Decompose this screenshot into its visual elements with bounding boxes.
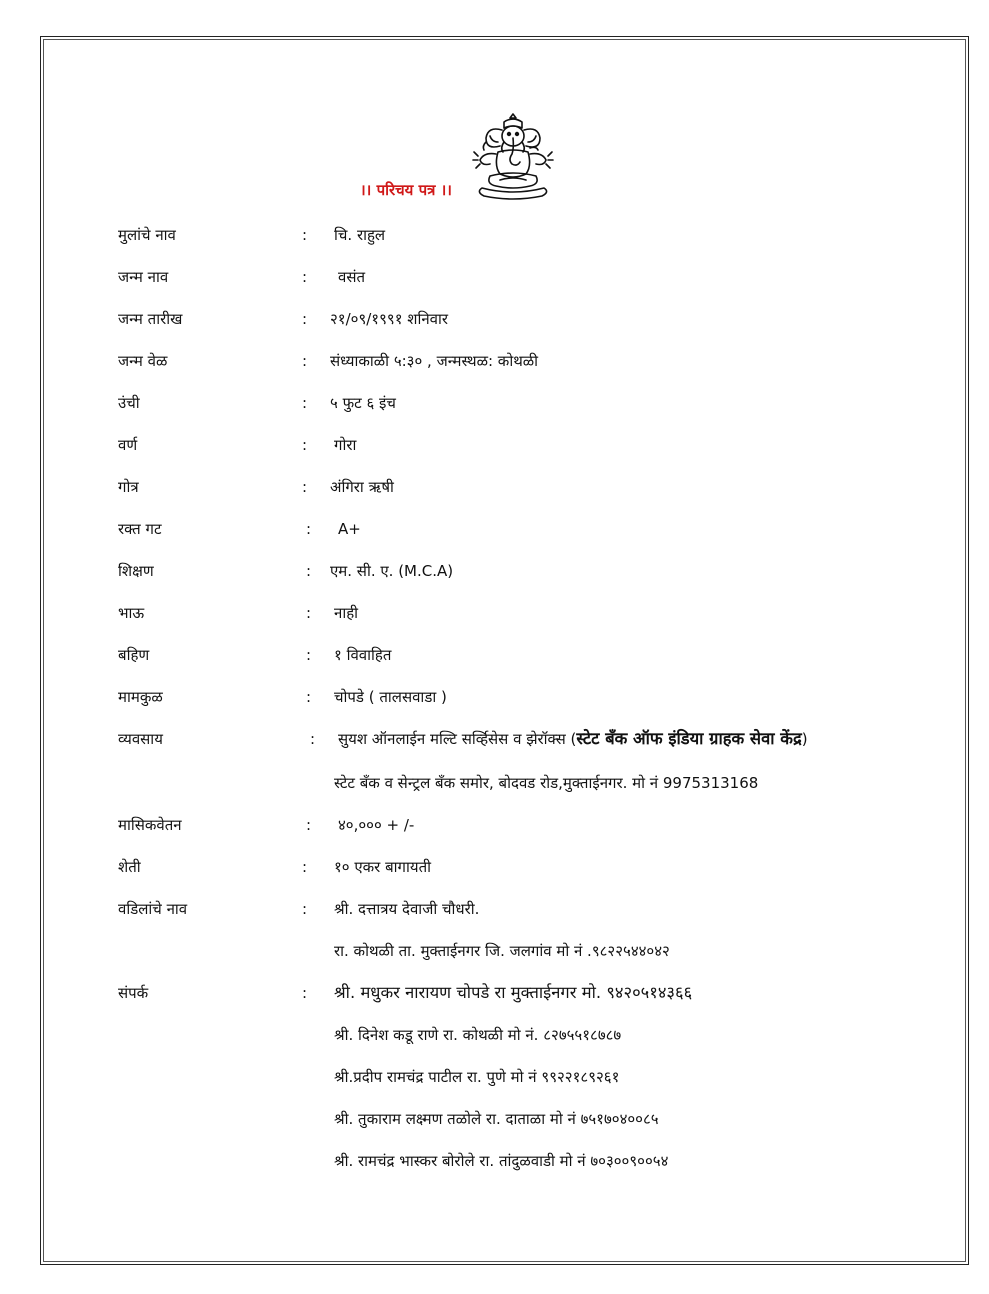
occupation-text-end: )	[801, 730, 808, 748]
colon: :	[306, 604, 312, 622]
value: ५ फुट ६ इंच	[330, 394, 396, 412]
value: ४०,००० + /-	[338, 816, 415, 834]
value: श्री. मधुकर नारायण चोपडे रा मुक्ताईनगर मो. ९४२०५१४३६६	[334, 983, 693, 1002]
label: शिक्षण	[118, 562, 154, 580]
colon: :	[302, 394, 308, 412]
value: चि. राहुल	[334, 226, 386, 244]
label: गोत्र	[118, 478, 139, 496]
label: वडिलांचे नाव	[118, 900, 188, 918]
label: मुलांचे नाव	[118, 226, 176, 244]
contact-item: श्री. तुकाराम लक्ष्मण तळोले रा. दाताळा मो नं ७५१७०४००८५	[334, 1110, 659, 1128]
value: १ विवाहित	[334, 646, 392, 664]
label: जन्म तारीख	[118, 310, 183, 328]
label: वर्ण	[118, 436, 138, 454]
colon: :	[302, 984, 308, 1002]
value: गोरा	[334, 436, 357, 454]
label: मामकुळ	[118, 688, 163, 706]
value: A+	[338, 520, 361, 538]
occupation-text: सुयश ऑनलाईन मल्टि सर्व्हिसेस व झेरॉक्स (	[338, 730, 577, 748]
business-address: स्टेट बँक व सेन्ट्रल बँक समोर, बोदवड रोड,मुक्ताईनगर. मो नं 9975313168	[334, 774, 759, 792]
label: व्यवसाय	[118, 730, 163, 748]
value: नाही	[334, 604, 359, 622]
label: संपर्क	[118, 984, 149, 1002]
label: जन्म नाव	[118, 268, 169, 286]
value: अंगिरा ऋषी	[330, 478, 394, 496]
value	[338, 727, 808, 751]
colon: :	[306, 562, 312, 580]
colon: :	[302, 900, 308, 918]
colon: :	[302, 352, 308, 370]
colon: :	[302, 478, 308, 496]
colon: :	[302, 858, 308, 876]
label: उंची	[118, 394, 140, 412]
value: श्री. दत्तात्रय देवाजी चौधरी.	[334, 900, 480, 918]
value: एम. सी. ए. (M.C.A)	[330, 562, 454, 580]
colon: :	[306, 520, 312, 538]
colon: :	[306, 816, 312, 834]
contact-item: श्री.प्रदीप रामचंद्र पाटील रा. पुणे मो नं ९९२२१८९२६१	[334, 1068, 620, 1086]
father-address: रा. कोथळी ता. मुक्ताईनगर जि. जलगांव मो नं .९८२२५४४०४२	[334, 942, 670, 960]
colon: :	[306, 688, 312, 706]
page-title: ।। परिचय पत्र ।।	[360, 181, 452, 199]
label: रक्त गट	[118, 520, 162, 538]
value: वसंत	[338, 268, 366, 286]
colon: :	[306, 646, 312, 664]
colon: :	[302, 310, 308, 328]
colon: :	[302, 226, 308, 244]
label: बहिण	[118, 646, 150, 664]
contact-item: श्री. दिनेश कडू राणे रा. कोथळी मो नं. ८२७५५१८७८७	[334, 1026, 622, 1044]
colon: :	[302, 436, 308, 454]
label: भाऊ	[118, 604, 145, 622]
label: शेती	[118, 858, 141, 876]
value: २१/०९/१९९१ शनिवार	[330, 310, 449, 328]
label: मासिकवेतन	[118, 816, 182, 834]
contact-item: श्री. रामचंद्र भास्कर बोरोले रा. तांदुळवाडी मो नं ७०३००९००५४	[334, 1152, 669, 1170]
value: चोपडे ( तालसवाडा )	[334, 688, 447, 706]
colon: :	[302, 268, 308, 286]
value: १० एकर बागायती	[334, 858, 432, 876]
label: जन्म वेळ	[118, 352, 168, 370]
occupation-highlight: स्टेट बँक ऑफ इंडिया ग्राहक सेवा केंद्र	[576, 729, 802, 748]
colon: :	[310, 730, 316, 748]
ganesha-icon	[470, 112, 556, 200]
value: संध्याकाळी ५:३० , जन्मस्थळ: कोथळी	[330, 352, 539, 370]
